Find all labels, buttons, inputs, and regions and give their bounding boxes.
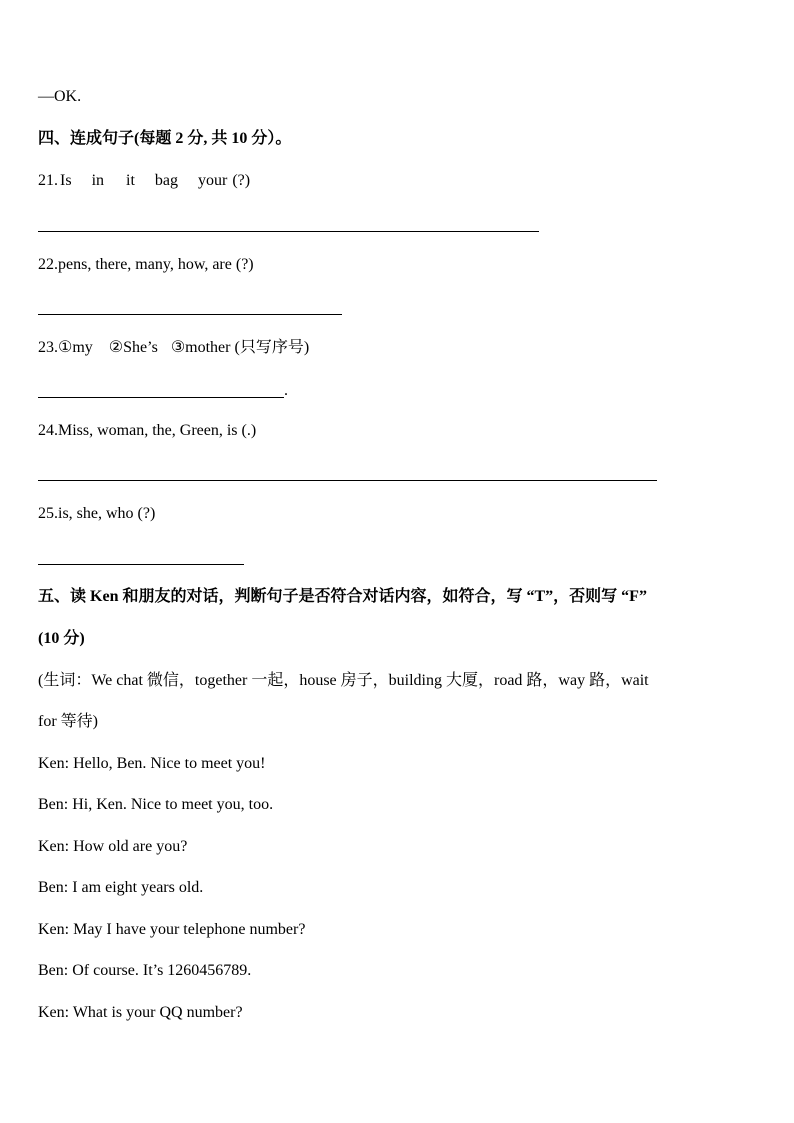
previous-answer-line: —OK.	[38, 88, 82, 105]
dialogue-line: Ken: Hello, Ben. Nice to meet you!	[38, 755, 266, 772]
section-5-heading-f: “F”	[621, 588, 647, 605]
question-24: 24.Miss, woman, the, Green, is (.)	[38, 422, 257, 439]
vocabulary-line-2: for 等待)	[38, 713, 98, 730]
dialogue-line: Ken: How old are you?	[38, 838, 188, 855]
answer-line-23	[38, 397, 284, 398]
section-5-heading-t: “T”	[526, 588, 554, 605]
section-5-heading	[38, 587, 647, 607]
answer-line-25	[38, 564, 244, 565]
section-4-heading: 四、连成句子(每题 2 分, 共 10 分）。	[38, 130, 292, 147]
question-23	[38, 338, 309, 358]
question-21-word: it	[126, 172, 135, 189]
question-21	[38, 171, 250, 191]
section-5-points: (10 分)	[38, 630, 85, 647]
vocabulary-line-1: (生词：We chat 微信，together 一起，house 房子，building 大厦，road 路，way 路，wait	[38, 672, 649, 689]
question-21-number: 21.	[38, 172, 58, 189]
dialogue-line: Ken: May I have your telephone number?	[38, 921, 306, 938]
question-21-word: your	[198, 172, 228, 189]
question-23-number: 23.	[38, 339, 58, 356]
question-21-word: (?)	[232, 172, 251, 189]
question-23-option-2: ②She’s	[108, 339, 158, 356]
question-21-word: in	[91, 172, 105, 189]
section-5-heading-text: 五、读	[38, 588, 87, 605]
section-5-heading-text: ，否则写	[553, 588, 618, 605]
answer-line-21	[38, 231, 539, 232]
question-21-word: bag	[154, 172, 179, 189]
section-5-heading-text: 和朋友的对话，判断句子是否符合对话内容，如符合，写	[122, 588, 523, 605]
dialogue-line: Ken: What is your QQ number?	[38, 1004, 243, 1021]
answer-line-24	[38, 480, 657, 481]
dialogue-line: Ben: Of course. It’s 1260456789.	[38, 962, 252, 979]
question-21-word: Is	[60, 172, 72, 189]
question-22: 22.pens, there, many, how, are (?)	[38, 256, 254, 273]
section-5-heading-name: Ken	[90, 588, 119, 605]
question-23-option-1: ①my	[58, 339, 93, 356]
question-23-option-3: ③mother	[170, 339, 231, 356]
dialogue-line: Ben: I am eight years old.	[38, 879, 204, 896]
dialogue-line: Ben: Hi, Ken. Nice to meet you, too.	[38, 796, 274, 813]
question-25: 25.is, she, who (?)	[38, 505, 156, 522]
answer-line-23-period: .	[284, 382, 288, 399]
answer-line-22	[38, 314, 342, 315]
question-23-note: (只写序号)	[234, 339, 310, 356]
